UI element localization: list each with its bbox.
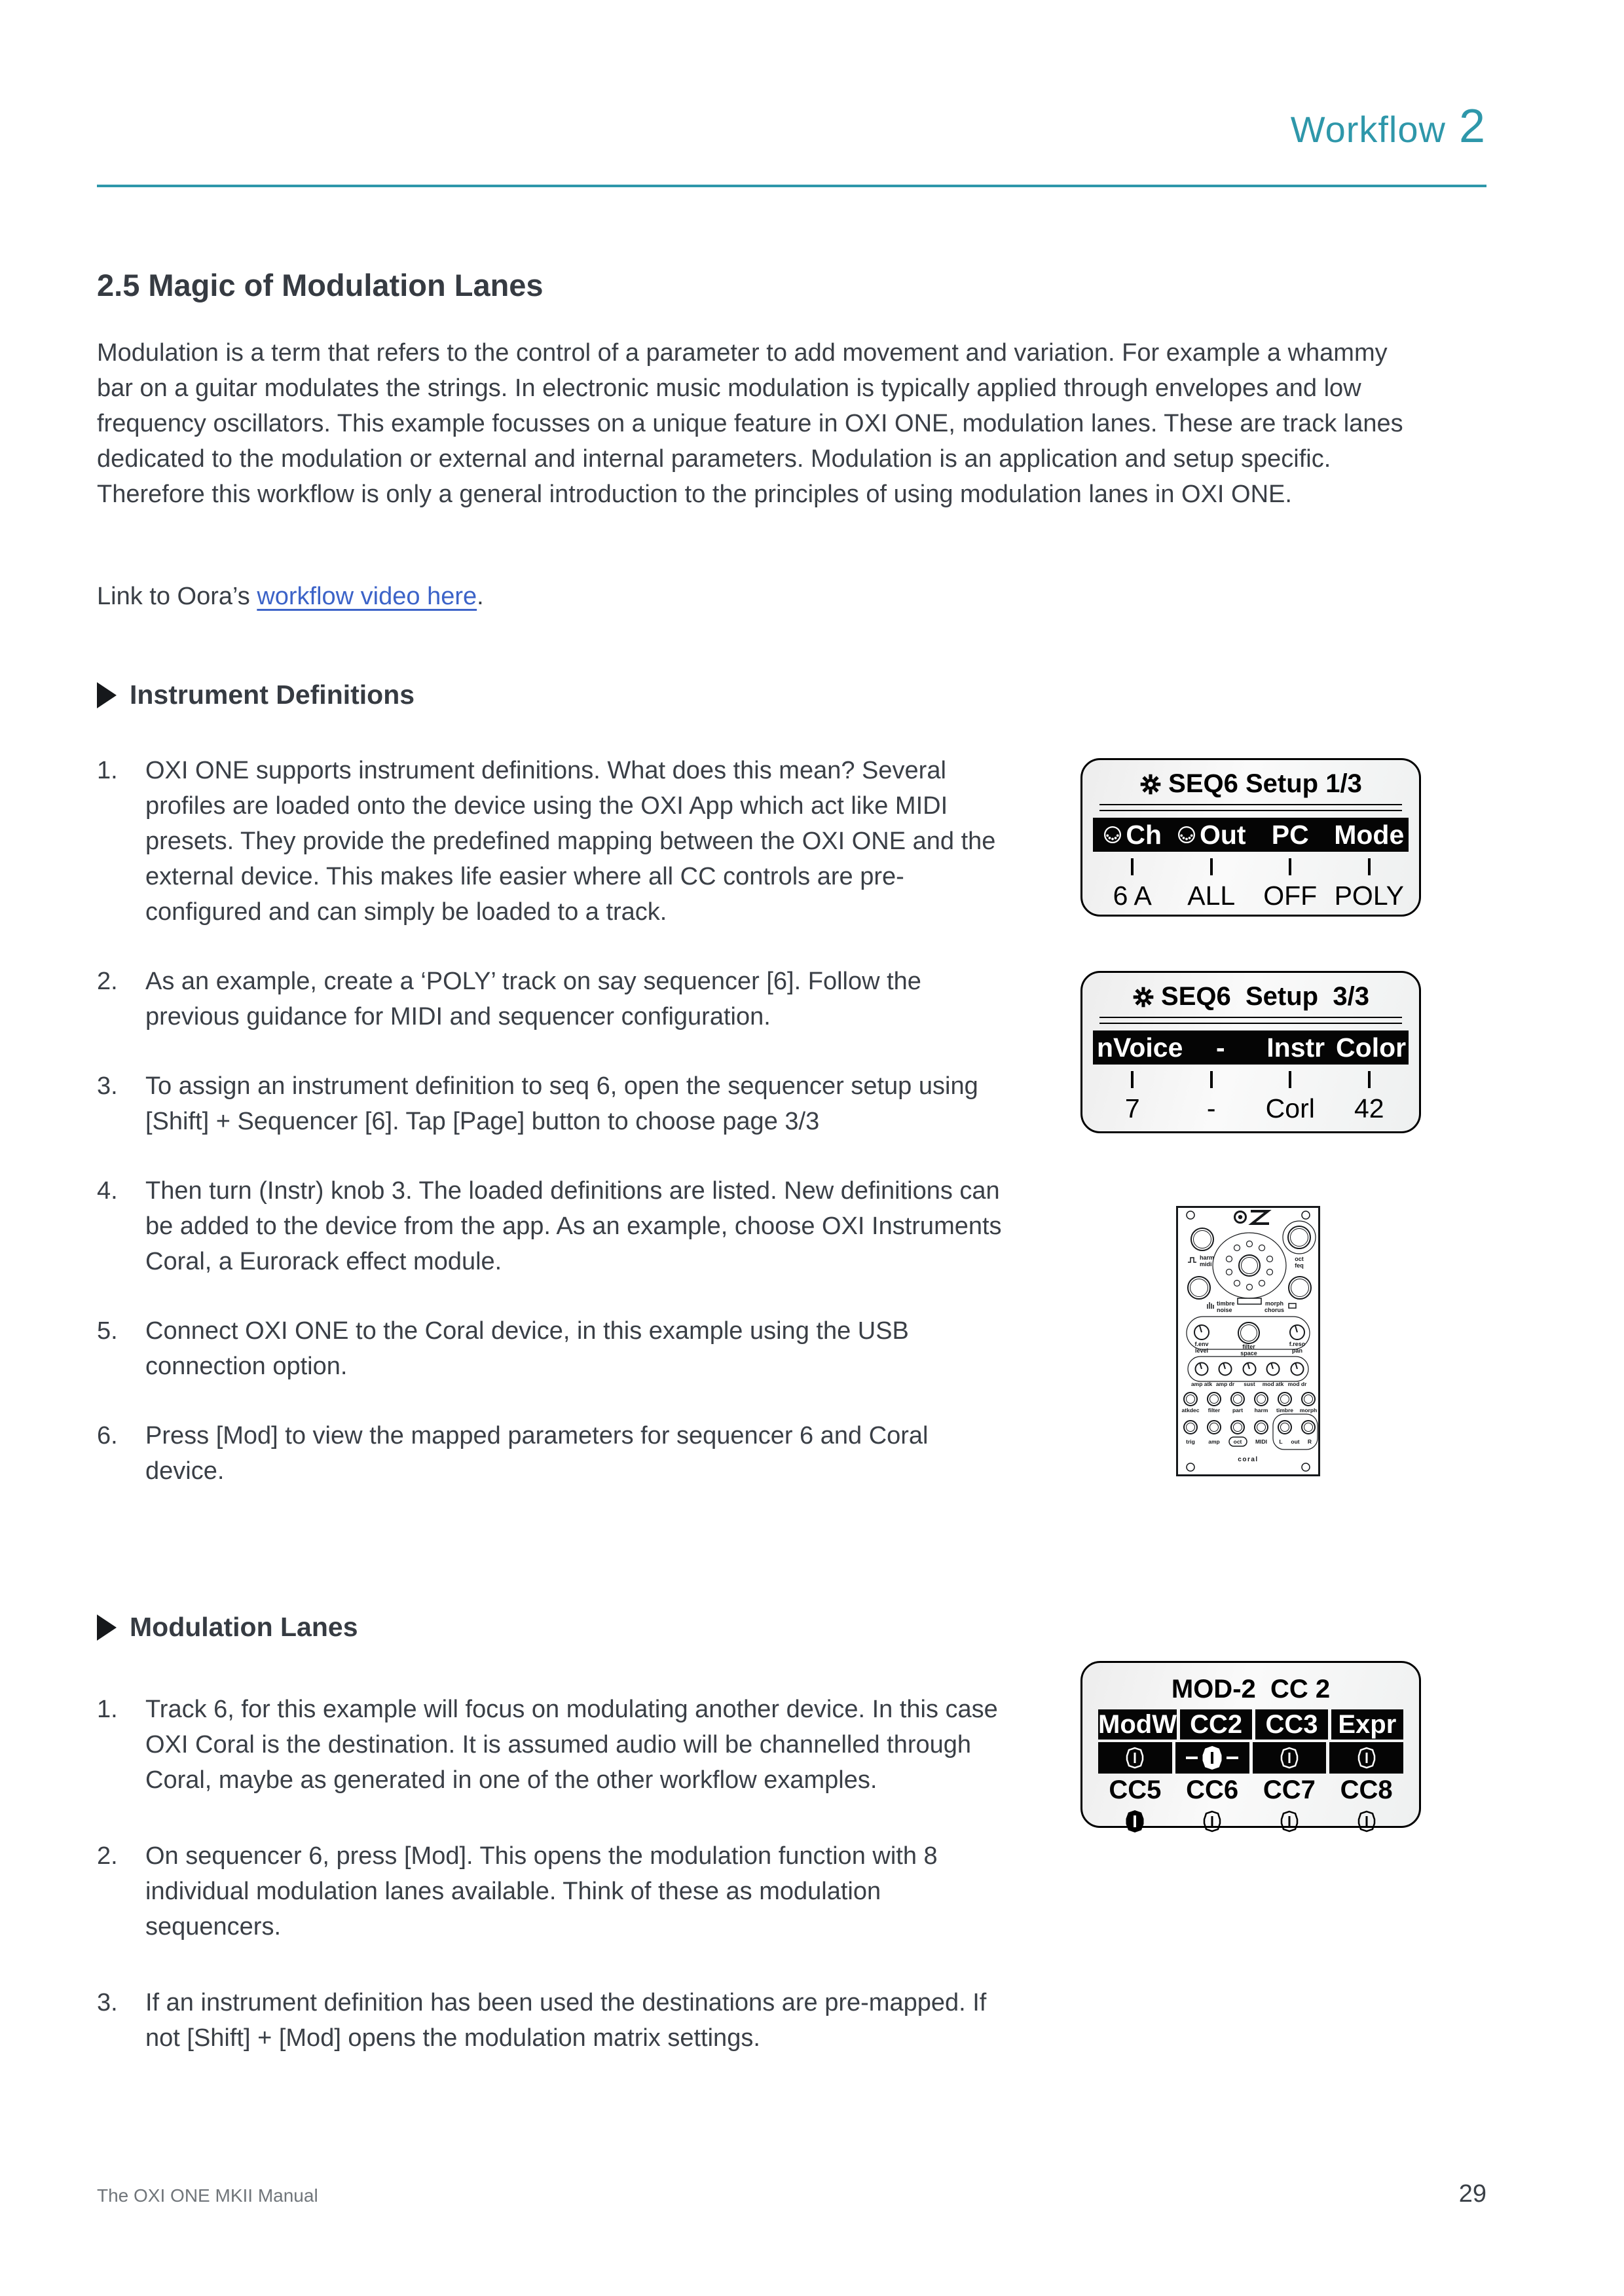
lcd-col-label: Ch <box>1126 819 1162 850</box>
module-label: filter <box>1242 1343 1255 1350</box>
module-label: timbre <box>1276 1407 1293 1413</box>
timbre-morph-slider <box>1238 1298 1261 1304</box>
lane-knob-modw <box>1098 1742 1172 1774</box>
mod-lane-knobs-top <box>1098 1742 1403 1774</box>
lane-knob-cc3 <box>1253 1742 1327 1774</box>
mod-atk-knob <box>1267 1363 1280 1376</box>
knob-icon <box>1258 1808 1321 1835</box>
seq6-setup-1-screen <box>1080 758 1421 917</box>
module-label: mod dr <box>1287 1381 1307 1387</box>
value-nvoice: 7 <box>1124 1093 1140 1123</box>
item-number: 3. <box>97 1072 118 1100</box>
module-label: L <box>1279 1438 1283 1445</box>
item-text: If an instrument definition has been used the destinations are pre-mapped. If not [Shift] + [Mod] opens the modulation matrix settings. <box>145 1989 987 2052</box>
header-rule <box>97 185 1486 187</box>
video-link-line <box>97 579 1079 614</box>
item-text: OXI ONE supports instrument definitions. What does this mean? Several profiles are loaded onto the device using the OXI App which act like MIDI presets. They provide the predefined mapping between the OXI ONE and the external device. This makes life easier where all CC controls are pre-configured and can simply be loaded to a track. <box>145 757 996 926</box>
morph-chorus-knob <box>1289 1277 1311 1299</box>
tick-mark <box>1289 858 1291 875</box>
lane-label: CC3 <box>1255 1709 1327 1740</box>
lcd-header-bar <box>1093 1030 1409 1065</box>
modulation-lanes-heading <box>97 1612 358 1643</box>
module-label: pan <box>1291 1347 1303 1354</box>
lcd-col-instr <box>1258 1030 1333 1065</box>
triangle-bullet-icon <box>97 1614 117 1641</box>
module-label: morph <box>1299 1407 1318 1413</box>
lcd-col-ch <box>1093 818 1172 852</box>
list-item <box>97 1173 1014 1279</box>
module-label: amp <box>1208 1438 1220 1445</box>
lane-label: CC5 <box>1109 1775 1162 1804</box>
list-item <box>97 1985 1014 2056</box>
heading-label: Instrument Definitions <box>130 680 415 710</box>
modulation-lanes-list <box>97 1692 1014 2096</box>
module-label: out <box>1291 1438 1300 1445</box>
intro-paragraph: Modulation is a term that refers to the control of a parameter to add movement and variation. For example a whammy bar on a guitar modulates the strings. In electronic music modulation is typically applied through envelopes and low frequency oscillators. This example focusses on a unique feature in OXI ONE, modulation lanes. These are track lanes dedicated to the modulation or external and internal parameters. Modulation is an application and setup specific. Therefore this workflow is only a general introduction to the principles of using modulation lanes in OXI ONE. <box>97 339 1403 508</box>
tick-mark <box>1368 1071 1371 1088</box>
item-number: 5. <box>97 1317 118 1345</box>
mod-lane-grid <box>1098 1709 1403 1836</box>
item-text: Press [Mod] to view the mapped parameters for sequencer 6 and Coral device. <box>145 1422 929 1485</box>
value-dash: - <box>1206 1093 1216 1123</box>
list-item <box>97 1418 1014 1489</box>
lcd-header-bar <box>1093 818 1409 852</box>
item-number: 2. <box>97 968 118 995</box>
tick-mark <box>1131 858 1134 875</box>
item-number: 2. <box>97 1842 118 1870</box>
screen-title-row <box>1082 769 1419 799</box>
tick-mark <box>1289 1071 1291 1088</box>
module-label: feq <box>1295 1262 1304 1269</box>
gear-icon <box>1139 773 1162 795</box>
coral-module-illustration <box>1176 1206 1320 1476</box>
lane-knob-cc7 <box>1253 1806 1327 1836</box>
double-rule <box>1099 1017 1402 1024</box>
knob-icon-selected <box>1181 1744 1244 1772</box>
item-number: 3. <box>97 1989 118 2016</box>
chapter-number: 2 <box>1458 100 1485 153</box>
chorus-icon <box>1289 1303 1296 1308</box>
module-label: harm <box>1200 1254 1215 1261</box>
tick-mark <box>1368 858 1371 875</box>
value-pc: OFF <box>1263 881 1318 911</box>
lane-knob-expr <box>1329 1742 1403 1774</box>
tick-mark <box>1131 1071 1134 1088</box>
lane-knob-cc8 <box>1329 1806 1403 1836</box>
mod-dr-knob <box>1291 1363 1304 1376</box>
lcd-value-row <box>1093 1093 1409 1124</box>
module-label: noise <box>1217 1307 1232 1313</box>
link-prefix: Link to Oora’s <box>97 583 257 610</box>
lane-knob-cc2-selected <box>1175 1742 1249 1774</box>
lcd-value-row <box>1093 881 1409 911</box>
mod-lane-knobs-bottom <box>1098 1806 1403 1836</box>
list-item <box>97 1068 1014 1139</box>
lane-label: CC8 <box>1340 1775 1393 1804</box>
screen-title-row <box>1082 1675 1419 1704</box>
module-label: atkdec <box>1181 1407 1200 1413</box>
lane-label: ModW <box>1098 1709 1177 1739</box>
knob-icon <box>1335 1808 1398 1835</box>
lane-label: CC6 <box>1186 1775 1239 1804</box>
lane-label: CC7 <box>1263 1775 1316 1804</box>
item-text: On sequencer 6, press [Mod]. This opens the modulation function with 8 individual modulation lanes available. Think of these as modulation sequencers. <box>145 1842 938 1941</box>
workflow-video-link[interactable]: workflow video here <box>257 583 477 610</box>
instrument-definitions-heading <box>97 680 415 710</box>
screen-title-row <box>1082 982 1419 1011</box>
amp-atk-knob <box>1196 1363 1208 1376</box>
module-label: f.env <box>1194 1341 1209 1347</box>
lane-label: Expr <box>1331 1709 1403 1740</box>
lane-label: CC2 <box>1180 1709 1252 1740</box>
knob-icon <box>1103 1744 1166 1772</box>
footer-manual-title: The OXI ONE MKII Manual <box>97 2185 318 2206</box>
tick-mark <box>1210 1071 1213 1088</box>
lane-knob-cc5-active <box>1098 1806 1172 1836</box>
lcd-col-mode <box>1330 818 1409 852</box>
item-text: Connect OXI ONE to the Coral device, in this example using the USB connection option. <box>145 1317 909 1380</box>
lcd-col-dash <box>1183 1030 1258 1065</box>
module-label: part <box>1232 1407 1244 1413</box>
section-title: 2.5 Magic of Modulation Lanes <box>97 268 544 302</box>
item-number: 6. <box>97 1422 118 1449</box>
timbre-noise-knob <box>1188 1277 1210 1299</box>
waveform-icon <box>1188 1258 1196 1262</box>
item-text: To assign an instrument definition to seq 6, open the sequencer setup using [Shift] + Sequencer [6]. Tap [Page] button to choose page 3/3 <box>145 1072 978 1135</box>
module-label: MIDI <box>1255 1438 1267 1445</box>
knob-icon <box>1258 1744 1321 1772</box>
lcd-col-label: Out <box>1199 819 1246 850</box>
midi-din-icon <box>1177 825 1196 845</box>
item-text: As an example, create a ‘POLY’ track on say sequencer [6]. Follow the previous guidance for MIDI and sequencer configuration. <box>145 968 921 1030</box>
module-label: midi <box>1200 1261 1212 1267</box>
module-label: mod atk <box>1262 1381 1284 1387</box>
module-label: R <box>1307 1438 1312 1445</box>
screen-title: SEQ6 Setup 1/3 <box>1168 769 1362 798</box>
lcd-col-pc <box>1251 818 1330 852</box>
value-mode: POLY <box>1334 881 1404 911</box>
screen-title: SEQ6 Setup 3/3 <box>1161 982 1369 1011</box>
lcd-col-color <box>1333 1030 1409 1065</box>
heading-label: Modulation Lanes <box>130 1612 358 1642</box>
harm-midi-knob <box>1191 1228 1213 1250</box>
footer-page-number: 29 <box>1458 2180 1486 2208</box>
lcd-col-label: PC <box>1271 819 1309 850</box>
lcd-col-label: Instr <box>1266 1032 1325 1063</box>
list-item <box>97 1313 1014 1384</box>
fenv-level-knob <box>1194 1325 1209 1339</box>
module-label: f.reso <box>1289 1341 1306 1347</box>
module-label: level <box>1194 1347 1209 1354</box>
knob-tick-row <box>1093 858 1409 875</box>
list-item <box>97 964 1014 1034</box>
io-jack-row <box>1184 1421 1315 1434</box>
module-label: oct <box>1233 1438 1242 1445</box>
value-out: ALL <box>1187 881 1236 911</box>
lcd-col-label: - <box>1216 1032 1225 1063</box>
knob-icon <box>1181 1808 1244 1835</box>
module-label: amp atk <box>1190 1381 1213 1387</box>
module-label: timbre <box>1217 1300 1235 1307</box>
cv-jack-row <box>1184 1393 1315 1406</box>
value-ch: 6 A <box>1113 881 1152 911</box>
lcd-col-label: Mode <box>1334 819 1405 850</box>
sust-knob <box>1244 1363 1256 1376</box>
value-color: 42 <box>1354 1093 1384 1123</box>
amp-dr-knob <box>1219 1363 1232 1376</box>
midi-din-icon <box>1103 825 1122 845</box>
chapter-header <box>1291 100 1485 153</box>
value-instr: Corl <box>1265 1093 1315 1123</box>
seq6-setup-3-screen <box>1080 971 1421 1133</box>
freso-pan-knob <box>1290 1325 1304 1339</box>
lcd-col-out <box>1172 818 1251 852</box>
knob-tick-row <box>1093 1071 1409 1088</box>
module-label: sust <box>1244 1381 1255 1387</box>
list-item <box>97 753 1014 930</box>
module-label: amp dr <box>1215 1381 1235 1387</box>
knob-icon <box>1335 1744 1398 1772</box>
double-rule <box>1099 804 1402 811</box>
item-text: Then turn (Instr) knob 3. The loaded definitions are listed. New definitions can be added to the device from the app. As an example, choose OXI Instruments Coral, a Eurorack effect module. <box>145 1177 1002 1275</box>
oxi-logo-icon <box>1235 1211 1270 1224</box>
mod-lane-labels-bottom <box>1098 1776 1403 1804</box>
triangle-bullet-icon <box>97 682 117 708</box>
mod-lane-labels-top <box>1098 1709 1403 1740</box>
instrument-definitions-list <box>97 753 1014 1523</box>
knob-icon-active <box>1103 1808 1166 1835</box>
screw-hole <box>1187 1463 1194 1471</box>
module-label: oct <box>1295 1256 1304 1262</box>
mod-lanes-screen <box>1080 1661 1421 1828</box>
lcd-col-nvoice <box>1093 1030 1183 1065</box>
lcd-col-label: Color <box>1336 1032 1407 1063</box>
module-label: harm <box>1254 1407 1268 1413</box>
module-label: chorus <box>1264 1307 1285 1313</box>
module-label: filter <box>1208 1407 1221 1413</box>
module-label: morph <box>1265 1300 1283 1307</box>
screen-title: MOD-2 CC 2 <box>1171 1675 1331 1704</box>
module-name: coral <box>1238 1456 1259 1463</box>
item-number: 4. <box>97 1177 118 1205</box>
lcd-col-label: nVoice <box>1097 1032 1183 1063</box>
module-label: trig <box>1186 1438 1195 1445</box>
center-knob <box>1227 1241 1273 1290</box>
tick-mark <box>1210 858 1213 875</box>
list-item <box>97 1838 1014 1944</box>
screw-hole <box>1187 1211 1194 1219</box>
list-item <box>97 1692 1014 1798</box>
filter-space-knob <box>1238 1322 1259 1343</box>
screw-hole <box>1302 1463 1310 1471</box>
link-suffix: . <box>477 583 484 610</box>
noise-icon <box>1208 1302 1213 1309</box>
item-text: Track 6, for this example will focus on modulating another device. In this case OXI Coral is the destination. It is assumed audio will be channelled through Coral, maybe as generated in one of the other workflow examples. <box>145 1696 998 1794</box>
module-label: space <box>1240 1350 1257 1357</box>
item-number: 1. <box>97 1696 118 1723</box>
item-number: 1. <box>97 757 118 784</box>
lane-knob-cc6 <box>1175 1806 1249 1836</box>
chapter-name: Workflow <box>1290 109 1446 150</box>
oct-feq-knob <box>1288 1226 1310 1248</box>
screw-hole <box>1302 1211 1310 1219</box>
gear-icon <box>1132 986 1154 1008</box>
